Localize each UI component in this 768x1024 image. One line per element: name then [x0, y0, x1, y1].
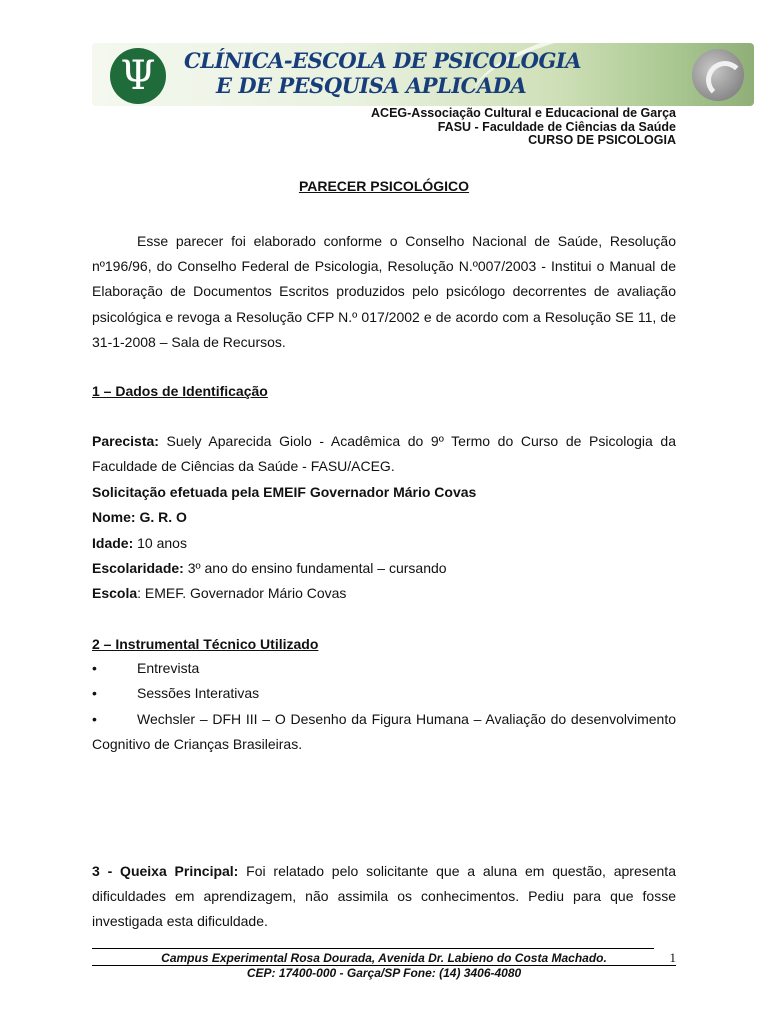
parecista-paragraph: [92, 429, 676, 479]
solicitacao-line: [92, 484, 476, 500]
parecista-value: Suely Aparecida Giolo - Acadêmica do 9º Termo do Curso de Psicologia da Faculdade de Ciências da Saúde - FASU/ACEG.: [92, 433, 676, 475]
nome-line: [92, 509, 187, 525]
institution-line3: CURSO DE PSICOLOGIA: [528, 133, 676, 147]
escola-value: : EMEF. Governador Mário Covas: [137, 585, 347, 601]
section3-text: Foi relatado pelo solicitante que a aluna em questão, apresenta dificuldades em aprendizagem, não assimila os conhecimentos. Pediu para que fosse investigada esta dificuldade.: [92, 863, 676, 930]
clinic-title-line1: CLÍNICA-ESCOLA DE PSICOLOGIA: [184, 48, 582, 73]
instrument-item: [92, 707, 676, 757]
escolaridade-line: [92, 560, 447, 576]
idade-line: [92, 535, 187, 551]
instrument-text: Wechsler – DFH III – O Desenho da Figura Humana – Avaliação do desenvolvimento Cognitivo de Crianças Brasileiras.: [92, 711, 676, 753]
institution-line2: FASU - Faculdade de Ciências da Saúde: [437, 119, 676, 134]
clinic-title: [184, 48, 581, 98]
globe-logo-icon: [692, 49, 744, 101]
idade-label: Idade:: [92, 535, 134, 551]
intro-paragraph: Esse parecer foi elaborado conforme o Conselho Nacional de Saúde, Resolução nº196/96, do Conselho Federal de Psicologia, Resolução N.º007/2003 - Institui o Manual de Elaboração de Documentos Escritos produzidos pelo psicólogo decorrentes de avaliação psicológica e revoga a Resolução CFP N.º 017/2002 e de acordo com a Resolução SE 11, de 31-1-2008 – Sala de Recursos.: [92, 233, 676, 350]
page-number: 1: [669, 950, 676, 965]
instrument-item: [92, 656, 676, 681]
escolaridade-label: Escolaridade:: [92, 560, 184, 576]
parecista-label: Parecista:: [92, 433, 159, 449]
bullet-icon: •: [92, 660, 97, 676]
instrument-text: Sessões Interativas: [137, 685, 260, 701]
footer-address: Campus Experimental Rosa Dourada, Avenida Dr. Labieno do Costa Machado.: [161, 951, 607, 965]
escola-line: [92, 585, 346, 601]
institution-line1: ACEG-Associação Cultural e Educacional de Garça: [371, 106, 676, 120]
section3-paragraph: [92, 859, 676, 935]
header-banner: [92, 43, 754, 106]
idade-value: 10 anos: [133, 535, 187, 551]
document-title: PARECER PSICOLÓGICO: [298, 178, 470, 194]
escola-label: Escola: [92, 585, 138, 601]
instrument-item: [92, 681, 676, 706]
institution-block: [371, 107, 676, 148]
footer-contact: CEP: 17400-000 - Garça/SP Fone: (14) 3406-4080: [246, 966, 522, 980]
section3-label: 3 - Queixa Principal:: [92, 863, 239, 879]
instrument-text: Entrevista: [137, 660, 200, 676]
section2-heading: 2 – Instrumental Técnico Utilizado: [92, 636, 319, 652]
clinic-title-line2: E DE PESQUISA APLICADA: [216, 73, 527, 98]
solicitacao-text: Solicitação efetuada pela EMEIF Governador Mário Covas: [92, 484, 477, 500]
bullet-icon: •: [92, 711, 97, 727]
escolaridade-value: 3º ano do ensino fundamental – cursando: [183, 560, 447, 576]
bullet-icon: •: [92, 685, 97, 701]
section1-heading: 1 – Dados de Identificação: [92, 383, 268, 399]
psi-logo-icon: Ψ: [110, 48, 166, 104]
footer-divider: [92, 948, 654, 949]
nome-text: Nome: G. R. O: [92, 509, 187, 525]
